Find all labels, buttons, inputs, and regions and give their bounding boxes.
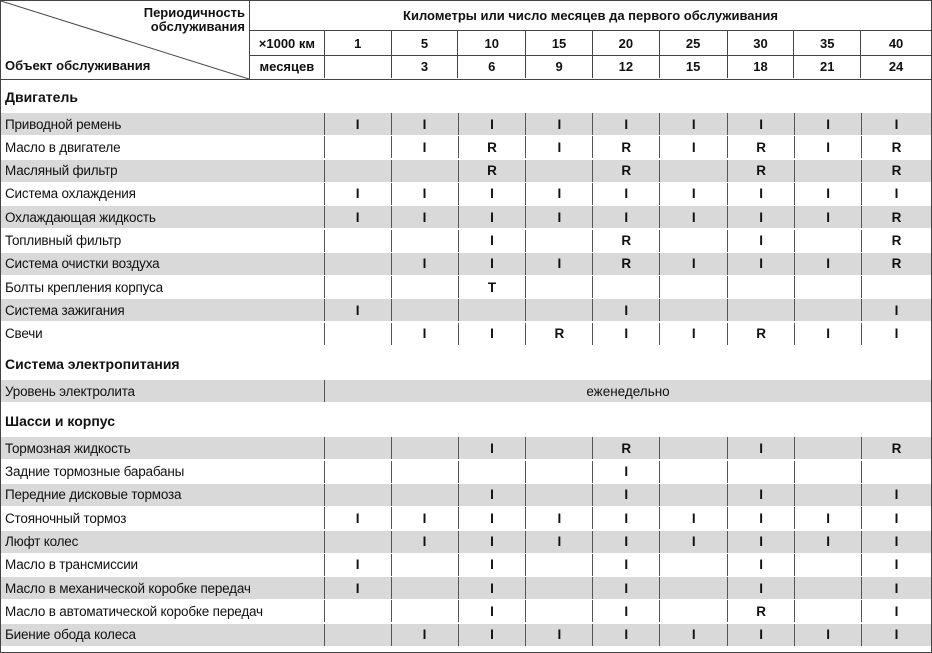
interval-cell: R [593,253,660,275]
interval-cell: I [526,183,593,205]
interval-cell: I [459,577,527,599]
interval-cell [392,600,459,622]
interval-cell: R [459,136,527,158]
interval-cell: I [660,113,728,135]
interval-cell: I [593,577,660,599]
interval-cell [526,554,593,576]
interval-cell [325,624,392,646]
interval-cell [325,276,392,298]
km-header-cell: 10 [458,31,526,55]
interval-cell: I [728,531,795,553]
interval-cell: I [593,507,660,529]
interval-cell [795,577,862,599]
interval-cell [728,299,795,321]
interval-cell: I [795,253,862,275]
table-row [1,113,931,135]
interval-cell [392,160,459,182]
service-item-name: Уровень электролита [1,380,325,402]
km-header-cell: 40 [888,35,904,51]
interval-cell [325,323,392,345]
interval-cell: I [459,113,527,135]
interval-cell: I [728,206,795,228]
km-unit-label: ×1000 км [250,31,325,55]
interval-cell [795,600,862,622]
interval-cell: I [325,507,392,529]
interval-cell: I [526,136,593,158]
interval-cell: I [392,507,459,529]
interval-cell: R [891,233,902,248]
interval-cell [392,461,459,483]
interval-cell: I [728,554,795,576]
interval-cell: I [795,624,862,646]
interval-cell [862,461,931,483]
interval-cell: I [894,534,899,549]
interval-cell [392,554,459,576]
table-row [1,437,931,459]
interval-cell: I [459,183,527,205]
interval-cell: R [891,256,902,272]
interval-cell: I [728,437,795,459]
interval-cell: I [894,302,899,318]
interval-cell [660,230,728,252]
table-row [1,299,931,321]
interval-cell: T [459,276,527,298]
interval-cell: I [728,624,795,646]
interval-cell: I [795,206,862,228]
interval-cell [660,276,728,298]
interval-cell [459,299,527,321]
table-row [1,461,931,483]
service-item-name: Система зажигания [1,299,325,321]
interval-cell: I [593,554,660,576]
interval-cell: I [795,507,862,529]
interval-cell: I [894,557,899,573]
service-item-name: Система очистки воздуха [1,253,325,275]
service-item-name: Стояночный тормоз [1,507,325,529]
interval-cell: I [728,113,795,135]
interval-cell: I [392,206,459,228]
service-item-name: Масло в трансмиссии [1,554,325,576]
interval-cell [526,437,593,459]
interval-cell: I [459,206,527,228]
interval-cell: R [891,440,902,456]
service-item-name: Масло в механической коробке передач [1,577,325,599]
interval-cell: I [593,323,660,345]
interval-cell: I [660,323,728,345]
interval-cell: I [894,186,899,202]
interval-cell: I [660,624,728,646]
interval-cell: I [593,531,660,553]
km-header-cell: 1 [325,31,392,55]
interval-cell: I [728,183,795,205]
months-header-row [250,55,931,78]
service-item-name: Тормозная жидкость [1,437,325,459]
service-item-name: Биение обода колеса [1,624,325,646]
interval-cell: R [891,209,902,225]
service-item-name: Система охлаждения [1,183,325,205]
service-item-name: Задние тормозные барабаны [1,461,325,483]
table-row [1,531,931,553]
interval-cell: I [392,624,459,646]
months-unit-label: месяцев [250,55,325,78]
interval-cell: I [728,484,795,506]
interval-cell [660,299,728,321]
service-item-name: Болты крепления корпуса [1,276,325,298]
interval-cell: I [593,624,660,646]
section-heading: Двигатель [5,88,78,105]
interval-cell: I [660,253,728,275]
table-row [1,577,931,599]
interval-cell: I [392,253,459,275]
interval-cell [325,230,392,252]
interval-cell [795,461,862,483]
interval-cell [392,230,459,252]
service-item-name: Масло в автоматической коробке передач [1,600,325,622]
interval-cell: I [728,577,795,599]
interval-cell: I [593,206,660,228]
interval-cell [392,276,459,298]
interval-cell: R [728,136,795,158]
interval-cell [795,554,862,576]
interval-cell [459,461,527,483]
service-item-name: Охлаждающая жидкость [1,206,325,228]
months-header-cell: 9 [526,55,593,78]
interval-cell: R [593,160,660,182]
interval-cell [325,136,392,158]
interval-cell: I [526,253,593,275]
interval-cell: I [325,577,392,599]
interval-cell: I [325,183,392,205]
interval-cell: I [728,507,795,529]
interval-span-cell: еженедельно [586,383,670,399]
interval-cell [593,276,660,298]
interval-cell: R [459,160,527,182]
interval-cell [660,554,728,576]
interval-cell [325,253,392,275]
months-header-cell: 21 [794,55,861,78]
interval-cell: I [392,323,459,345]
interval-cell [392,577,459,599]
km-header-cell: 15 [526,31,593,55]
interval-cell [526,461,593,483]
table-row [1,507,931,529]
interval-cell: I [894,603,899,619]
interval-cell: I [660,531,728,553]
km-header-cell: 30 [728,31,795,55]
interval-cell [325,531,392,553]
km-header-row [250,31,931,56]
interval-cell [862,276,931,298]
months-header-cell: 12 [593,55,660,78]
interval-cell [728,276,795,298]
km-header-cell: 5 [392,31,459,55]
table-header [1,1,931,80]
interval-cell [795,230,862,252]
interval-cell [392,484,459,506]
interval-cell [526,484,593,506]
table-row [1,183,931,205]
interval-cell: I [795,136,862,158]
periodicity-label [144,6,245,34]
interval-cell: I [526,507,593,529]
table-row [1,276,931,298]
interval-cell: I [728,253,795,275]
interval-cell: R [728,160,795,182]
interval-cell [526,230,593,252]
table-row [1,230,931,252]
interval-cell: I [325,554,392,576]
interval-cell: I [660,183,728,205]
interval-cell: R [593,230,660,252]
interval-cell: I [459,554,527,576]
km-header-cell: 25 [660,31,728,55]
months-header-cell: 15 [660,55,728,78]
interval-cell: I [526,624,593,646]
service-item-name: Люфт колес [1,531,325,553]
interval-cell: R [593,437,660,459]
interval-cell: I [526,113,593,135]
interval-cell [325,600,392,622]
table-row [1,136,931,158]
interval-cell: R [891,139,902,155]
service-item-name: Масло в двигателе [1,136,325,158]
interval-cell [526,299,593,321]
table-row [1,206,931,228]
interval-cell: I [459,437,527,459]
interval-cell [325,437,392,459]
section-heading: Шасси и корпус [5,412,116,429]
interval-cell: I [593,484,660,506]
interval-cell: I [392,113,459,135]
interval-cell: I [894,510,899,526]
months-header-cell [325,55,392,78]
interval-cell [325,484,392,506]
interval-cell: I [325,299,392,321]
table-row [1,380,931,402]
interval-cell: I [526,531,593,553]
interval-cell: I [593,113,660,135]
interval-cell [660,577,728,599]
interval-cell [660,600,728,622]
interval-cell: I [894,326,899,342]
months-header-cell: 3 [392,55,459,78]
service-item-name: Масляный фильтр [1,160,325,182]
service-object-label: Объект обслуживания [5,58,151,73]
interval-cell [325,461,392,483]
interval-cell: I [459,323,527,345]
interval-cell: I [795,323,862,345]
interval-cell: I [392,531,459,553]
interval-cell: I [894,487,899,503]
interval-cell: I [325,113,392,135]
interval-cell [392,437,459,459]
periodicity-label-line2: обслуживания [150,19,245,34]
interval-cell: I [325,206,392,228]
table-row [1,600,931,622]
table-row [1,554,931,576]
interval-cell [795,437,862,459]
interval-cell: I [894,580,899,596]
interval-cell: I [795,183,862,205]
interval-cell [392,299,459,321]
interval-cell: I [526,206,593,228]
interval-cell: I [593,183,660,205]
months-header-cell: 6 [458,55,526,78]
interval-cell: R [728,323,795,345]
interval-cell: I [795,531,862,553]
interval-cell [795,484,862,506]
interval-cell: I [459,230,527,252]
km-header-cell: 20 [593,31,660,55]
interval-cell [660,437,728,459]
interval-cell [795,160,862,182]
interval-cell [325,160,392,182]
service-item-name: Свечи [1,323,325,345]
header-title: Километры или число месяцев да первого обслуживания [250,1,931,31]
interval-cell [526,600,593,622]
table-row [1,624,931,646]
interval-cell: I [459,624,527,646]
interval-cell [795,299,862,321]
interval-cell: I [660,206,728,228]
interval-cell: I [795,113,862,135]
interval-cell: R [526,323,593,345]
interval-cell: I [894,116,899,132]
interval-cell: I [593,299,660,321]
interval-cell [660,160,728,182]
service-item-name: Топливный фильтр [1,230,325,252]
table-row [1,253,931,275]
interval-cell: R [891,163,902,179]
interval-cell [526,160,593,182]
table-row [1,484,931,506]
interval-cell: R [728,600,795,622]
header-corner-cell [1,1,250,79]
table-row [1,323,931,345]
months-header-cell: 24 [888,59,904,74]
interval-cell: I [894,627,899,643]
interval-cell: I [459,253,527,275]
interval-cell [526,577,593,599]
interval-cell: I [392,183,459,205]
interval-cell [795,276,862,298]
interval-cell [728,461,795,483]
interval-cell: I [459,600,527,622]
interval-cell: I [728,230,795,252]
interval-cell: I [593,461,660,483]
interval-cell: I [392,136,459,158]
service-item-name: Передние дисковые тормоза [1,484,325,506]
service-item-name: Приводной ремень [1,113,325,135]
section-heading: Система электропитания [5,355,180,372]
interval-cell [660,461,728,483]
interval-cell: I [660,507,728,529]
interval-cell [660,484,728,506]
interval-cell: I [459,484,527,506]
table-row [1,160,931,182]
interval-cell [526,276,593,298]
interval-cell: I [660,136,728,158]
interval-cell: I [593,600,660,622]
interval-cell: R [593,136,660,158]
months-header-cell: 18 [728,55,795,78]
periodicity-label-line1: Периодичность [143,5,245,20]
interval-cell: I [459,531,527,553]
interval-cell: I [459,507,527,529]
km-header-cell: 35 [794,31,861,55]
